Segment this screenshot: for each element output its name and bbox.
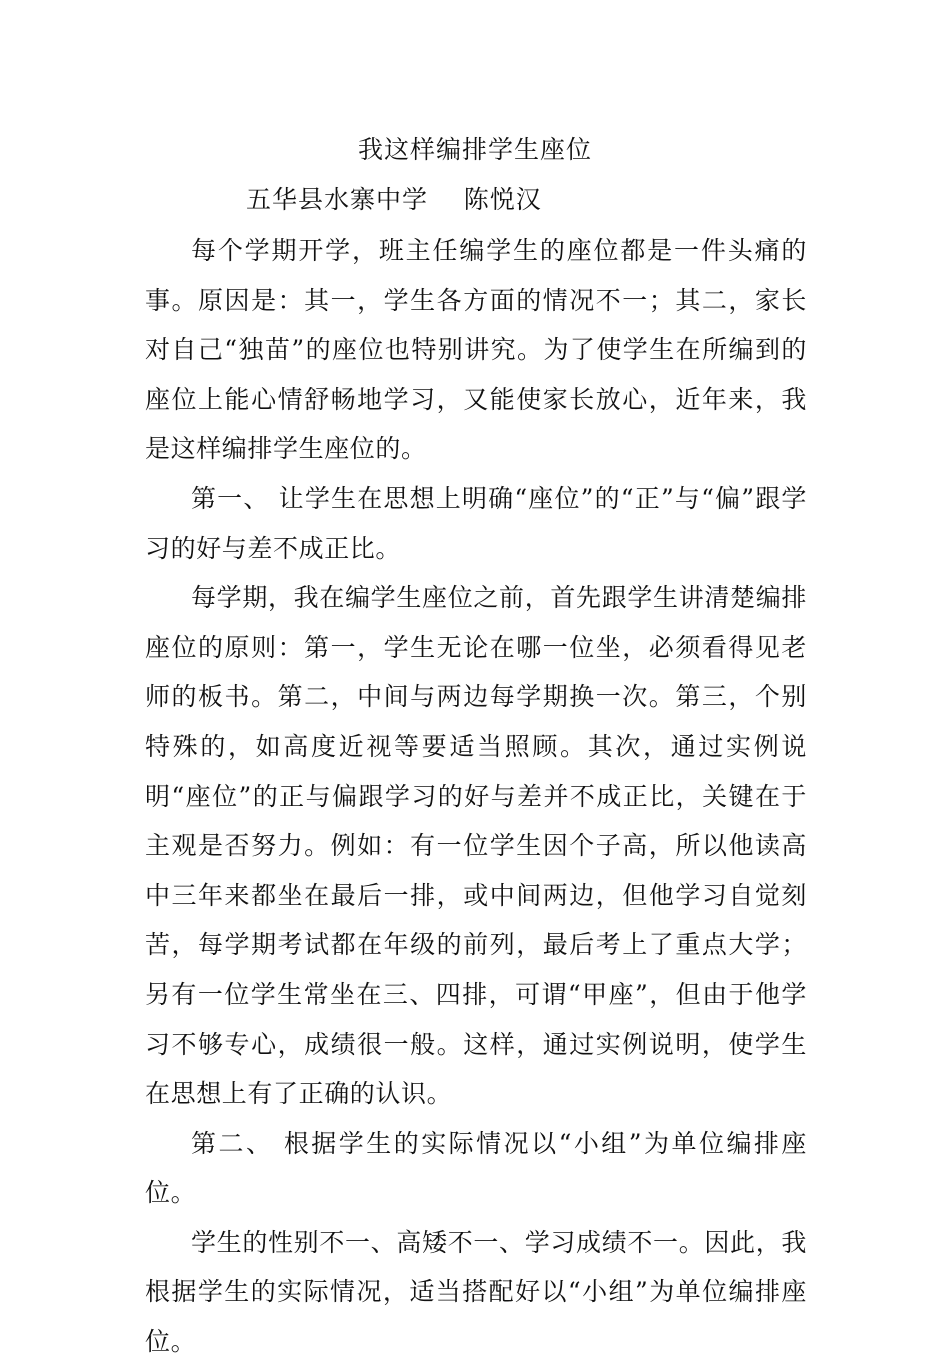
document-title: 我这样编排学生座位 <box>357 135 592 164</box>
paragraph-section-1-body: 每学期，我在编学生座位之前，首先跟学生讲清楚编排座位的原则：第一，学生无论在哪一位坐，必须看得见老师的板书。第二，中间与两边每学期换一次。第三，个别特殊的，如高度近视等要适当照顾。其次，通过实例说明“座位”的正与偏跟学习的好与差并不成正比，关键在于主观是否努力。例如：有一位学生因个子高，所以他读高中三年来都坐在最后一排，或中间两边，但他学习自觉刻苦，每学期考试都在年级的前列，最后考上了重点大学；另有一位学生常坐在三、四排，可谓“甲座”，但由于他学习不够专心，成绩很一般。这样，通过实例说明，使学生在思想上有了正确的认识。 <box>145 583 807 1109</box>
paragraph-section-2-body: 学生的性别不一、高矮不一、学习成绩不一。因此，我根据学生的实际情况，适当搭配好以“小组”为单位编排座位。 <box>145 1227 807 1357</box>
paragraph-section-2-heading: 第二、 根据学生的实际情况以“小组”为单位编排座位。 <box>145 1128 807 1208</box>
author-byline: 五华县水寨中学 陈悦汉 <box>246 185 542 214</box>
document-body <box>145 226 807 1367</box>
paragraph-section-1-heading: 第一、 让学生在思想上明确“座位”的“正”与“偏”跟学习的好与差不成正比。 <box>145 483 807 563</box>
paragraph-intro: 每个学期开学，班主任编学生的座位都是一件头痛的事。原因是：其一，学生各方面的情况不一；其二，家长对自己“独苗”的座位也特别讲究。为了使学生在所编到的座位上能心情舒畅地学习，又能使家长放心，近年来，我是这样编排学生座位的。 <box>145 236 807 464</box>
